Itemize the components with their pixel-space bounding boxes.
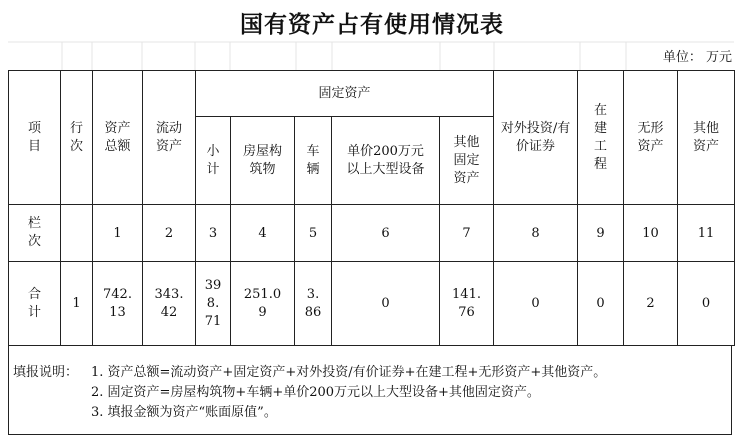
column-index-cell: 8 [494,205,578,262]
header-intangible: 无形资产 [624,71,678,205]
asset-table [8,70,735,346]
notes-prefix: 填报说明： [13,365,79,380]
column-index-label: 栏次 [9,205,61,262]
total-value-vehicles: 3.86 [295,262,332,346]
total-row-no: 1 [61,262,93,346]
header-item: 项目 [9,71,61,205]
total-value-total-assets: 742.13 [93,262,143,346]
column-index-cell: 6 [332,205,440,262]
header-buildings: 房屋构筑物 [231,117,295,205]
header-vehicles: 车辆 [295,117,332,205]
note-line-3: 3. 填报金额为资产“账面原值”。 [91,405,277,420]
column-index-cell: 10 [624,205,678,262]
total-value-construction: 0 [578,262,624,346]
column-index-cell: 2 [143,205,196,262]
notes-section [8,345,732,435]
column-index-cell: 5 [295,205,332,262]
header-total-assets: 资产总额 [93,71,143,205]
note-line-1: 1. 资产总额=流动资产+固定资产+对外投资/有价证券+在建工程+无形资产+其他资产。 [91,365,607,380]
column-index-row [9,205,735,262]
total-value-intangible: 2 [624,262,678,346]
unit-label: 单位： 万元 [662,49,732,65]
header-row-no: 行次 [61,71,93,205]
column-index-cell: 9 [578,205,624,262]
total-value-other-assets: 0 [678,262,735,346]
report-title: 国有资产占有使用情况表 [240,10,504,38]
header-fixed-assets: 固定资产 [196,71,494,117]
note-line-2: 2. 固定资产=房屋构筑物+车辆+单价200万元以上大型设备+其他固定资产。 [91,385,540,400]
column-index-cell: 7 [440,205,494,262]
column-index-cell: 3 [196,205,231,262]
header-investments: 对外投资/有价证券 [494,71,578,205]
header-row-1 [9,71,735,117]
column-index-cell: 11 [678,205,735,262]
total-value-buildings: 251.09 [231,262,295,346]
header-construction: 在建工程 [578,71,624,205]
total-value-subtotal: 398.71 [196,262,231,346]
total-value-current-assets: 343.42 [143,262,196,346]
total-value-investments: 0 [494,262,578,346]
column-index-row-no [61,205,93,262]
total-value-equipment: 0 [332,262,440,346]
header-subtotal: 小计 [196,117,231,205]
total-label: 合计 [9,262,61,346]
header-equipment: 单价200万元以上大型设备 [332,117,440,205]
header-other-fixed: 其他固定资产 [440,117,494,205]
total-row [9,262,735,346]
total-value-other-fixed: 141.76 [440,262,494,346]
column-index-cell: 1 [93,205,143,262]
header-other-assets: 其他资产 [678,71,735,205]
header-current-assets: 流动资产 [143,71,196,205]
column-index-cell: 4 [231,205,295,262]
